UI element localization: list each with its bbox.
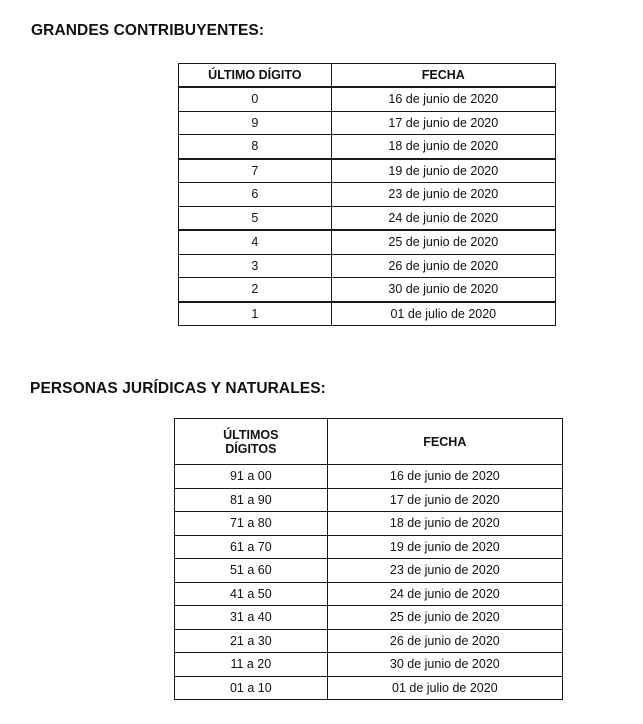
table-row — [175, 488, 563, 512]
cell-digit: 31 a 40 — [175, 606, 328, 630]
cell-date: 19 de junio de 2020 — [327, 535, 562, 559]
schedule-table-personas-juridicas-naturales — [174, 418, 563, 700]
cell-digit: 5 — [179, 206, 332, 230]
table-body — [179, 87, 556, 326]
schedule-table-grandes-contribuyentes — [178, 63, 556, 326]
cell-date: 30 de junio de 2020 — [331, 278, 555, 302]
table-row — [179, 111, 556, 135]
cell-date: 19 de junio de 2020 — [331, 159, 555, 183]
cell-date: 25 de junio de 2020 — [327, 606, 562, 630]
cell-digit: 8 — [179, 135, 332, 159]
cell-date: 25 de junio de 2020 — [331, 230, 555, 254]
table-row — [179, 183, 556, 207]
cell-date: 24 de junio de 2020 — [331, 206, 555, 230]
table-row — [175, 676, 563, 700]
cell-date: 23 de junio de 2020 — [331, 183, 555, 207]
table-row — [179, 278, 556, 302]
cell-date: 18 de junio de 2020 — [331, 135, 555, 159]
column-header-fecha: FECHA — [331, 64, 555, 88]
table-row — [175, 535, 563, 559]
cell-date: 01 de julio de 2020 — [331, 302, 555, 326]
header-line-digitos: DÍGITOS — [225, 441, 277, 456]
table-row — [179, 302, 556, 326]
table-row — [175, 606, 563, 630]
table-row — [179, 87, 556, 111]
cell-date: 17 de junio de 2020 — [331, 111, 555, 135]
cell-digit: 4 — [179, 230, 332, 254]
cell-digit: 61 a 70 — [175, 535, 328, 559]
table-header-row — [179, 64, 556, 88]
header-line-ultimos: ÚLTIMOS — [223, 427, 279, 442]
table-row — [179, 206, 556, 230]
cell-digit: 6 — [179, 183, 332, 207]
table-row — [175, 653, 563, 677]
table-row — [175, 582, 563, 606]
cell-digit: 3 — [179, 254, 332, 278]
column-header-fecha: FECHA — [327, 419, 562, 465]
cell-digit: 0 — [179, 87, 332, 111]
cell-digit: 81 a 90 — [175, 488, 328, 512]
cell-digit: 01 a 10 — [175, 676, 328, 700]
column-header-ultimos-digitos — [175, 419, 328, 465]
column-header-ultimo-digito: ÚLTIMO DÍGITO — [179, 64, 332, 88]
cell-digit: 71 a 80 — [175, 512, 328, 536]
table-row — [175, 512, 563, 536]
table-row — [175, 629, 563, 653]
cell-date: 26 de junio de 2020 — [331, 254, 555, 278]
cell-digit: 41 a 50 — [175, 582, 328, 606]
cell-date: 17 de junio de 2020 — [327, 488, 562, 512]
cell-digit: 1 — [179, 302, 332, 326]
cell-digit: 51 a 60 — [175, 559, 328, 583]
table-body — [175, 465, 563, 700]
table-row — [179, 135, 556, 159]
cell-digit: 21 a 30 — [175, 629, 328, 653]
cell-date: 18 de junio de 2020 — [327, 512, 562, 536]
cell-date: 16 de junio de 2020 — [331, 87, 555, 111]
section-title-personas-juridicas-naturales: PERSONAS JURÍDICAS Y NATURALES: — [30, 380, 326, 397]
table-row — [179, 230, 556, 254]
cell-digit: 91 a 00 — [175, 465, 328, 489]
cell-date: 30 de junio de 2020 — [327, 653, 562, 677]
cell-date: 23 de junio de 2020 — [327, 559, 562, 583]
table-row — [179, 254, 556, 278]
cell-digit: 9 — [179, 111, 332, 135]
cell-date: 24 de junio de 2020 — [327, 582, 562, 606]
cell-date: 01 de julio de 2020 — [327, 676, 562, 700]
cell-date: 26 de junio de 2020 — [327, 629, 562, 653]
table-row — [175, 465, 563, 489]
cell-digit: 2 — [179, 278, 332, 302]
cell-date: 16 de junio de 2020 — [327, 465, 562, 489]
table-row — [175, 559, 563, 583]
table-row — [179, 159, 556, 183]
cell-digit: 7 — [179, 159, 332, 183]
section-title-grandes-contribuyentes: GRANDES CONTRIBUYENTES: — [31, 22, 265, 39]
cell-digit: 11 a 20 — [175, 653, 328, 677]
table-header-row — [175, 419, 563, 465]
